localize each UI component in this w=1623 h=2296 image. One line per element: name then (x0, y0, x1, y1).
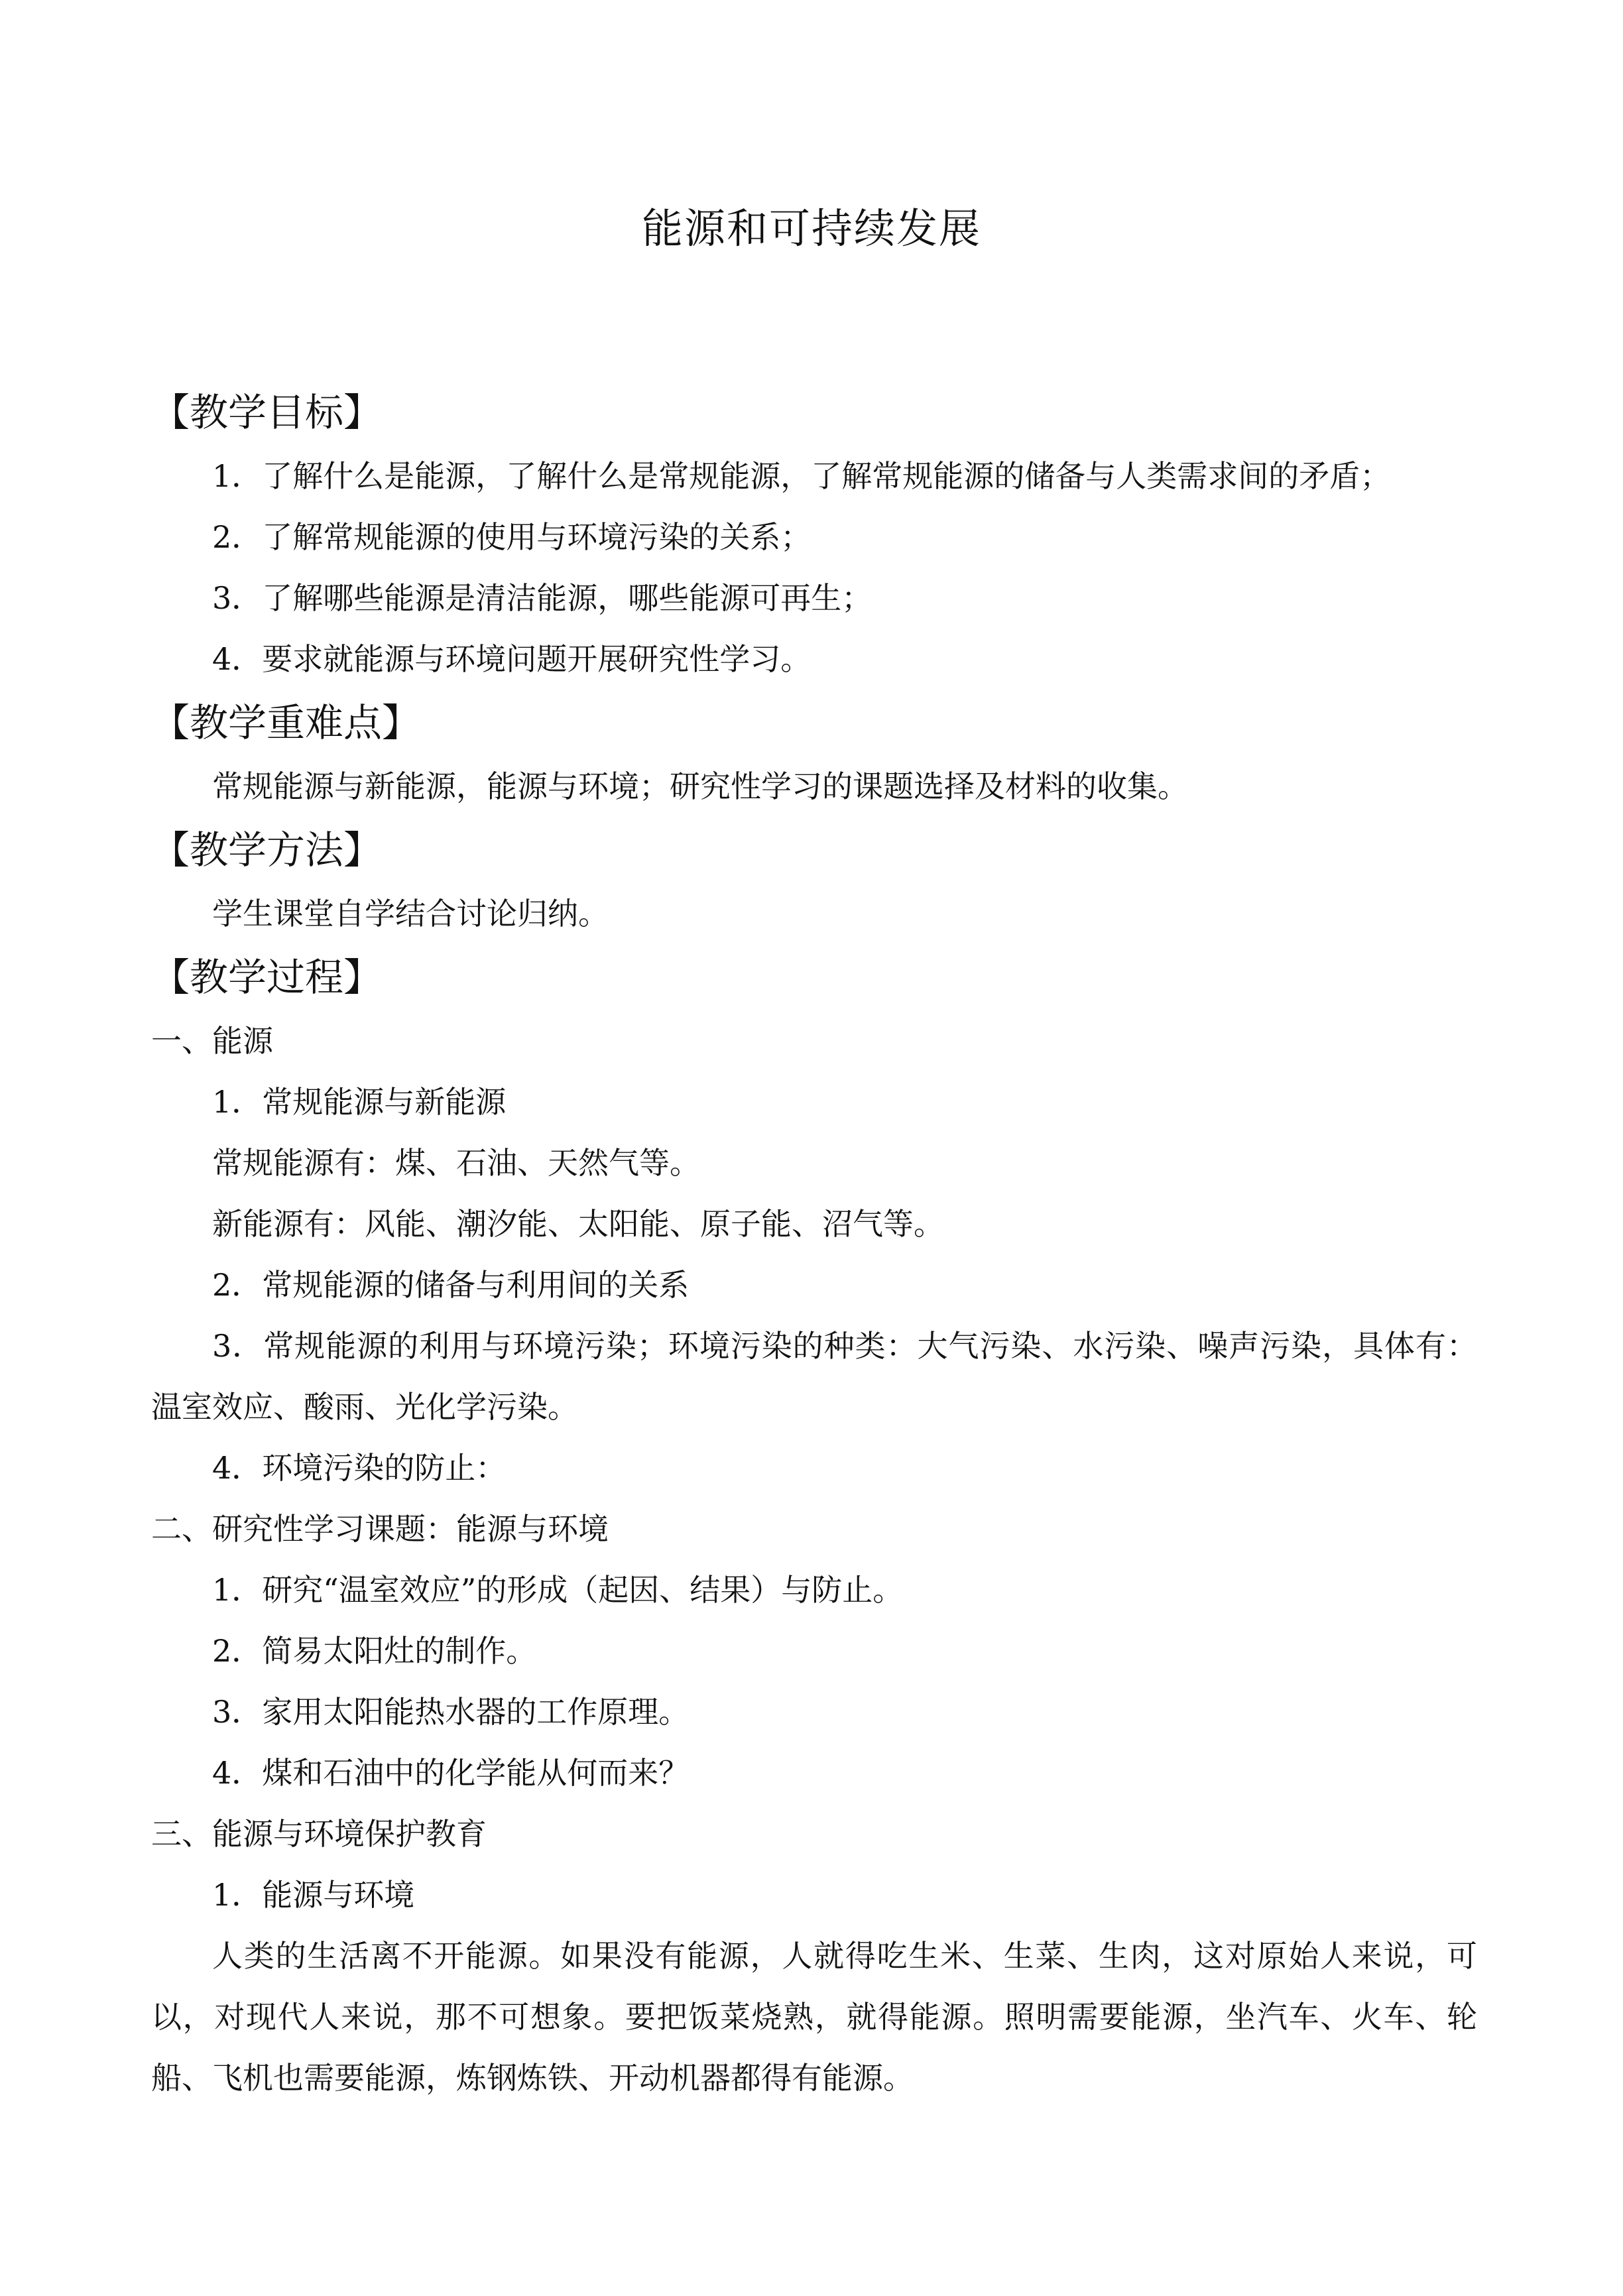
methods-text: 学生课堂自学结合讨论归纳。 (212, 896, 609, 932)
methods-heading: 【教学方法】 (151, 827, 383, 873)
part3-heading: 三、能源与环境保护教育 (151, 1816, 487, 1852)
document-body (151, 379, 1477, 2108)
key-points-text: 常规能源与新能源，能源与环境；研究性学习的课题选择及材料的收集。 (212, 768, 1188, 804)
part1-line: 新能源有：风能、潮汐能、太阳能、原子能、沼气等。 (212, 1206, 944, 1242)
objective-item: 4．要求就能源与环境问题开展研究性学习。 (212, 641, 812, 677)
part1-line: 1．常规能源与新能源 (212, 1084, 507, 1120)
objective-item: 1．了解什么是能源，了解什么是常规能源，了解常规能源的储备与人类需求间的矛盾； (212, 458, 1391, 494)
part1-line: 常规能源有：煤、石油、天然气等。 (212, 1145, 700, 1181)
part1-line: 4．环境污染的防止： (212, 1450, 507, 1486)
part2-item: 2．简易太阳灶的制作。 (212, 1633, 537, 1669)
part3-line: 1．能源与环境 (212, 1877, 415, 1913)
process-heading: 【教学过程】 (151, 955, 383, 1000)
objective-item: 3．了解哪些能源是清洁能源，哪些能源可再生； (212, 580, 872, 616)
part2-item: 4．煤和石油中的化学能从何而来？ (212, 1755, 690, 1791)
part1-paragraph: 3．常规能源的利用与环境污染；环境污染的种类：大气污染、水污染、噪声污染，具体有：温室效应、酸雨、光化学污染。 (151, 1328, 1477, 1425)
objectives-heading: 【教学目标】 (151, 390, 383, 435)
page-title: 能源和可持续发展 (641, 204, 981, 253)
part1-line: 2．常规能源的储备与利用间的关系 (212, 1267, 690, 1303)
part3-paragraph: 人类的生活离不开能源。如果没有能源，人就得吃生米、生菜、生肉，这对原始人来说，可以，对现代人来说，那不可想象。要把饭菜烧熟，就得能源。照明需要能源，坐汽车、火车、轮船、飞机也需要能源，炼钢炼铁、开动机器都得有能源。 (151, 1938, 1477, 2096)
part2-item: 3．家用太阳能热水器的工作原理。 (212, 1694, 690, 1730)
part2-item: 1．研究“温室效应”的形成（起因、结果）与防止。 (212, 1572, 904, 1608)
key-points-heading: 【教学重难点】 (151, 700, 421, 745)
part1-heading: 一、能源 (151, 1023, 273, 1059)
objective-item: 2．了解常规能源的使用与环境污染的关系； (212, 519, 812, 555)
part2-heading: 二、研究性学习课题：能源与环境 (151, 1511, 609, 1547)
